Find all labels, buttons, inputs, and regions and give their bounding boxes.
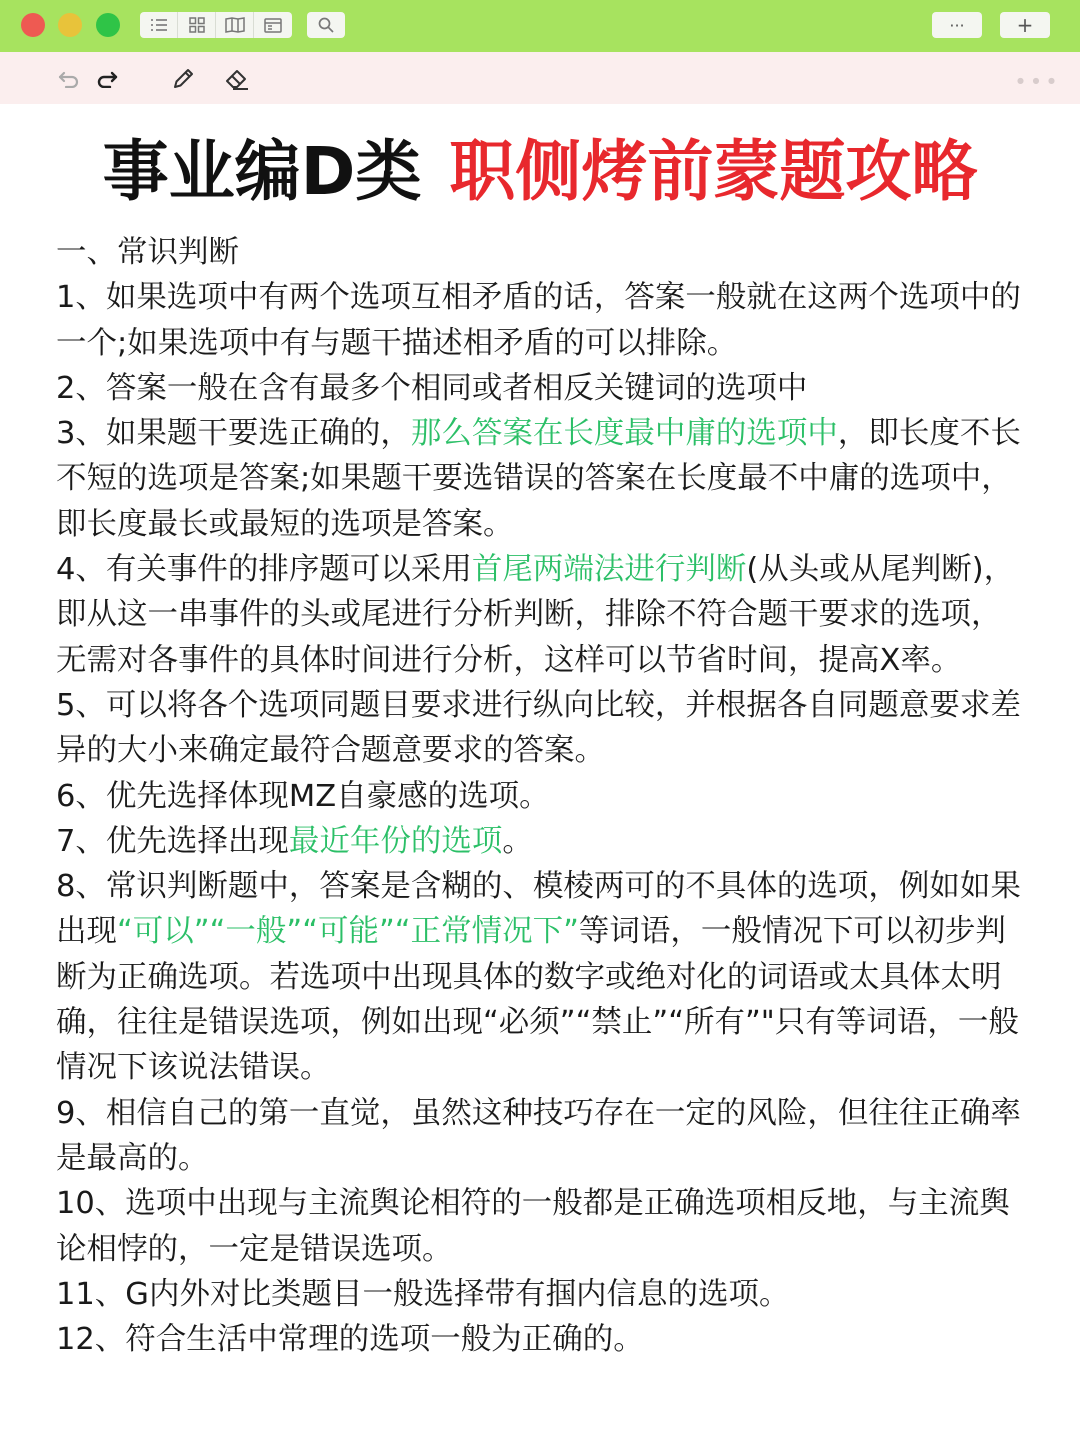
list-item-12: 12、符合生活中常理的选项一般为正确的。	[56, 1322, 644, 1358]
edit-toolbar	[0, 52, 1080, 104]
view-switcher	[140, 12, 292, 38]
list-item-2: 2、答案一般在含有最多个相同或者相反关键词的选项中	[56, 370, 808, 406]
redo-icon	[96, 70, 118, 88]
grid-icon	[189, 17, 205, 33]
item-7-text-b: 。	[502, 823, 533, 859]
title-red-part: 职侧烤前蒙题攻略	[449, 133, 978, 210]
book-icon	[225, 17, 245, 33]
pencil-icon	[171, 67, 195, 91]
list-item-10: 10、选项中出现与主流舆论相符的一般都是正确选项相反地，与主流舆论相悖的，一定是错误选项。	[56, 1186, 1010, 1267]
add-button[interactable]	[1000, 12, 1050, 38]
title-black-part: 事业编D类	[102, 133, 422, 210]
item-7-highlight: 最近年份的选项	[288, 823, 503, 859]
grid-view-button[interactable]	[178, 12, 216, 38]
list-item-4	[56, 547, 1028, 683]
undo-icon	[58, 70, 80, 88]
minimize-window-button[interactable]	[58, 13, 82, 37]
list-view-button[interactable]	[140, 12, 178, 38]
list-item-8	[56, 864, 1028, 1090]
item-3-text-a: 3、如果题干要选正确的，	[56, 416, 411, 452]
item-4-text-a: 4、有关事件的排序题可以采用	[56, 552, 472, 588]
item-8-highlight: “可以”“一般”“可能”“正常情况下”	[117, 914, 579, 950]
list-item-6: 6、优先选择体现MZ自豪感的选项。	[56, 778, 550, 814]
eraser-icon	[224, 67, 250, 91]
window-view-button[interactable]	[254, 12, 292, 38]
item-7-text-a: 7、优先选择出现	[56, 823, 289, 859]
redo-button[interactable]	[94, 66, 120, 92]
document-body	[56, 230, 1028, 1362]
pencil-button[interactable]	[170, 66, 196, 92]
search-icon	[318, 17, 334, 33]
item-3-text-b: ，即长度不长不短的选项是答案;如果题干要选错误的答案在长度最不中庸的选项中，即长度最长或最短的选项是答案。	[56, 416, 1021, 542]
section-heading: 一、常识判断	[56, 235, 239, 270]
search-button[interactable]	[307, 12, 345, 38]
list-item-11: 11、G内外对比类题目一般选择带有掴内信息的选项。	[56, 1276, 790, 1312]
toolbar-handle: ● ● ●	[1016, 76, 1058, 85]
undo-button[interactable]	[56, 66, 82, 92]
eraser-button[interactable]	[224, 66, 250, 92]
list-item-7	[56, 819, 1028, 864]
more-button[interactable]	[932, 12, 982, 38]
list-item-5: 5、可以将各个选项同题目要求进行纵向比较，并根据各自同题意要求差异的大小来确定最符合题意要求的答案。	[56, 687, 1021, 769]
window-icon	[264, 18, 282, 33]
list-item-1: 1、如果选项中有两个选项互相矛盾的话，答案一般就在这两个选项中的一个;如果选项中有与题干描述相矛盾的可以排除。	[56, 280, 1021, 361]
book-view-button[interactable]	[216, 12, 254, 38]
more-icon: ···	[949, 15, 965, 35]
item-3-highlight: 那么答案在长度最中庸的选项中	[410, 416, 838, 452]
title-bar	[0, 0, 1080, 52]
maximize-window-button[interactable]	[96, 13, 120, 37]
item-4-text-b: (从头或从尾判断)，即从这一串事件的头或尾进行分析判断，排除不符合题干要求的选项，无需对各事件的具体时间进行分析，这样可以节省时间，提高X率。	[56, 552, 1015, 678]
item-8-text-a: 8、常识判断题中，答案是含糊的、模棱两可的不具体的选项，例如如果出现	[56, 869, 1021, 950]
plus-icon: +	[1016, 13, 1034, 37]
document-title	[0, 132, 1080, 212]
list-item-3	[56, 411, 1028, 547]
item-8-text-b: 等词语，一般情况下可以初步判断为正确选项。若选项中出现具体的数字或绝对化的词语或太具体太明确，往往是错误选项，例如出现“必须”“禁止”“所有”"只有等词语，一般情况下该说法错误。	[56, 914, 1019, 1086]
close-window-button[interactable]	[21, 13, 45, 37]
item-4-highlight: 首尾两端法进行判断	[471, 552, 747, 588]
list-icon	[150, 18, 168, 32]
list-item-9: 9、相信自己的第一直觉，虽然这种技巧存在一定的风险，但往往正确率是最高的。	[56, 1095, 1021, 1176]
